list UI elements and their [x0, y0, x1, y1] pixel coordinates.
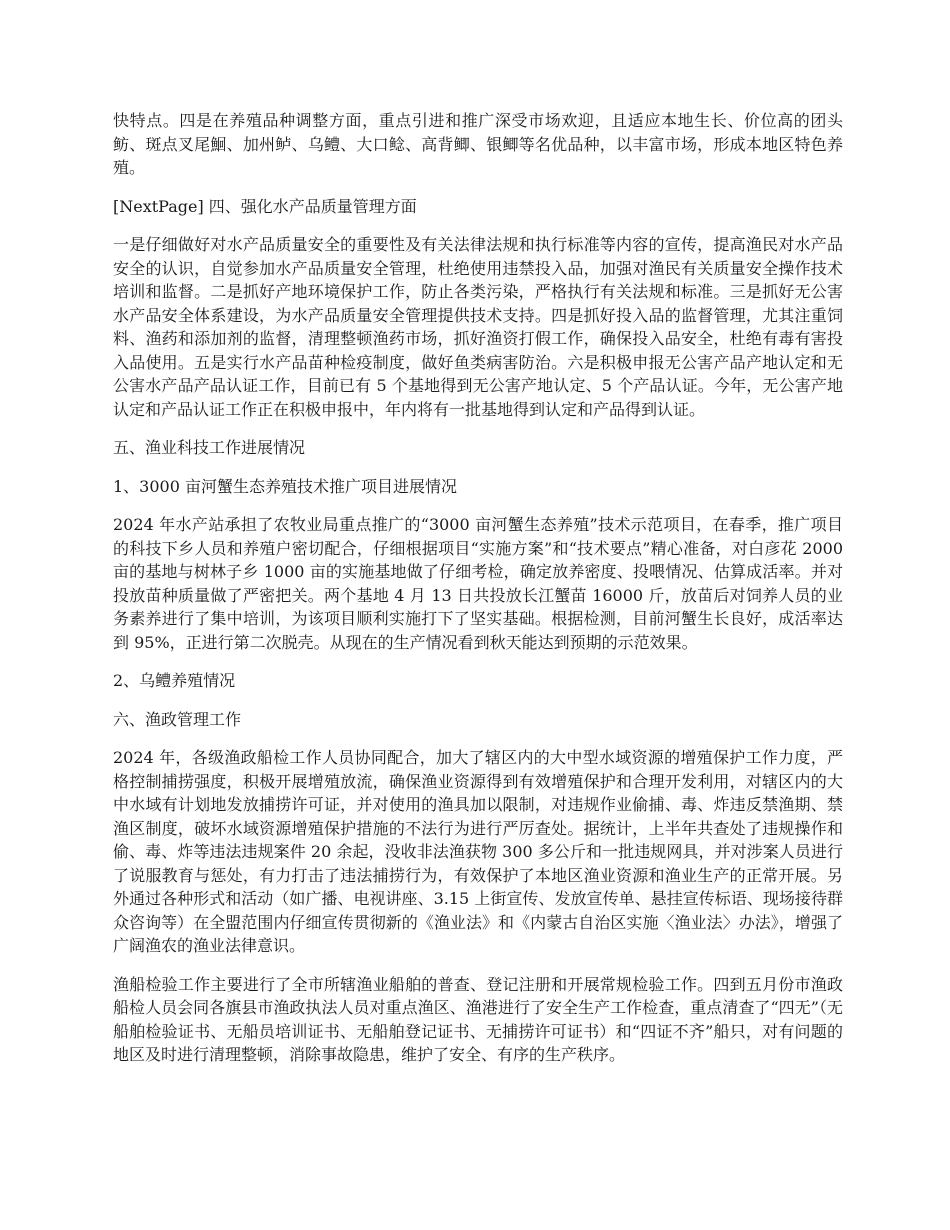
paragraph-vessel-inspection: 渔船检验工作主要进行了全市所辖渔业船舶的普查、登记注册和开展常规检验工作。四到五月份市渔政船检人员会同各旗县市渔政执法人员对重点渔区、渔港进行了安全生产工作检查，重点清查了“四无”（无船舶检验证书、无船员培训证书、无船舶登记证书、无捕捞许可证书）和“四证不齐”船只，对有问题的地区及时进行清理整顿，消除事故隐患，维护了安全、有序的生产秩序。: [113, 974, 843, 1064]
section-heading-tech-progress: 五、渔业科技工作进展情况: [113, 438, 306, 457]
section-heading-fishery-administration: 六、渔政管理工作: [113, 709, 242, 729]
subheading-crab-project: 1、3000 亩河蟹生态养殖技术推广项目进展情况: [113, 476, 457, 496]
subheading-snakehead-farming: 2、乌鳢养殖情况: [113, 671, 236, 690]
section-heading-quality-management: [NextPage] 四、强化水产品质量管理方面: [113, 196, 417, 216]
paragraph-quality-management: 一是仔细做好对水产品质量安全的重要性及有关法律法规和执行标准等内容的宣传，提高渔民对水产品安全的认识，自觉参加水产品质量安全管理，杜绝使用违禁投入品，加强对渔民有关质量安全操作技术培训和监督。二是抓好产地环境保护工作，防止各类污染，严格执行有关法规和标准。三是抓好无公害水产品安全体系建设，为水产品质量安全管理提供技术支持。四是抓好投入品的监督管理，尤其注重饲料、渔药和添加剂的监督，清理整顿渔药市场，抓好渔资打假工作，确保投入品安全，杜绝有毒有害投入品使用。五是实行水产品苗种检疫制度，做好鱼类病害防治。六是积极申报无公害产品产地认定和无公害水产品产品认证工作，目前已有 5 个基地得到无公害产地认定、5 个产品认证。今年，无公害产地认定和产品认证工作正在积极申报中，年内将有一批基地得到认定和产品得到认证。: [113, 235, 843, 419]
document-body: [113, 109, 843, 1082]
paragraph-fishery-administration: 2024 年，各级渔政船检工作人员协同配合，加大了辖区内的大中型水域资源的增殖保护工作力度，严格控制捕捞强度，积极开展增殖放流，确保渔业资源得到有效增殖保护和合理开发利用，对辖区内的大中水域有计划地发放捕捞许可证，并对使用的渔具加以限制，对违规作业偷捕、毒、炸违反禁渔期、禁渔区制度，破坏水域资源增殖保护措施的不法行为进行严厉查处。据统计，上半年共查处了违规操作和偷、毒、炸等违法违规案件 20 余起，没收非法渔获物 300 多公斤和一批违规网具，并对涉案人员进行了说服教育与惩处，有力打击了违法捕捞行为，有效保护了本地区渔业资源和渔业生产的正常开展。另外通过各种形式和活动（如广播、电视讲座、3.15 上街宣传、发放宣传单、悬挂宣传标语、现场接待群众咨询等）在全盟范围内仔细宣传贯彻新的《渔业法》和《内蒙古自治区实施〈渔业法〉办法》，增强了广阔渔农的渔业法律意识。: [113, 748, 843, 955]
paragraph-breed-adjustment: 快特点。四是在养殖品种调整方面，重点引进和推广深受市场欢迎，且适应本地生长、价位高的团头鲂、斑点叉尾鮰、加州鲈、乌鳢、大口鲶、高背鲫、银鲫等名优品种，以丰富市场，形成本地区特色养殖。: [113, 111, 843, 177]
paragraph-crab-project: 2024 年水产站承担了农牧业局重点推广的“3000 亩河蟹生态养殖”技术示范项目，在春季，推广项目的科技下乡人员和养殖户密切配合，仔细根据项目“实施方案”和“技术要点”精心准备，对白彦花 2000 亩的基地与树林子乡 1000 亩的实施基地做了仔细考检，确定放养密度、投喂情况、估算成活率。并对投放苗种质量做了严密把关。两个基地 4 月 13 日共投放长江蟹苗 16000 斤，放苗后对饲养人员的业务素养进行了集中培训，为该项目顺利实施打下了坚实基础。根据检测，目前河蟹生长良好，成活率达到 95%，正进行第二次脱壳。从现在的生产情况看到秋天能达到预期的示范效果。: [113, 515, 843, 652]
